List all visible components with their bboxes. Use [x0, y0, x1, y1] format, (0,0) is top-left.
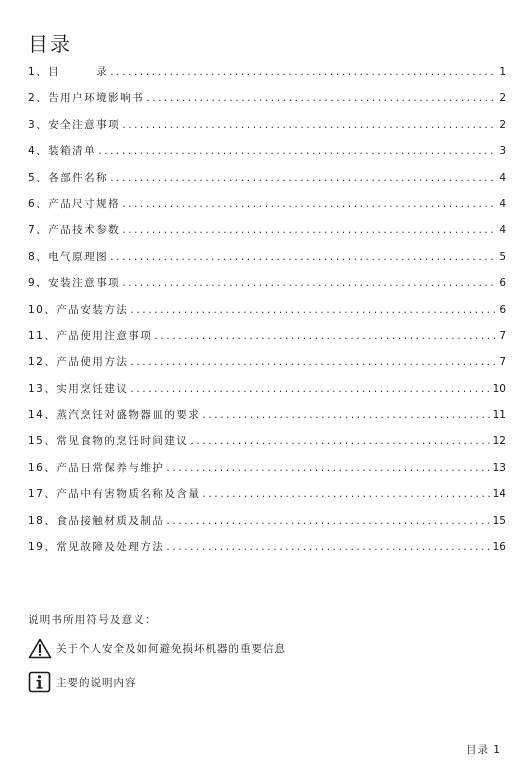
toc-title: 产品使用方法 — [56, 356, 129, 369]
toc-entry-11[interactable] — [28, 328, 506, 354]
toc-title: 安装注意事项 — [48, 277, 121, 290]
toc-entry-13[interactable] — [28, 381, 506, 407]
toc-title: 蒸汽烹饪对盛物器皿的要求 — [56, 409, 201, 422]
toc-leader — [130, 356, 497, 368]
toc-title: 常见食物的烹饪时间建议 — [56, 435, 189, 448]
toc-page-number: 1 — [499, 66, 506, 78]
toc-entry-4[interactable] — [28, 143, 506, 169]
toc-leader — [154, 330, 497, 342]
toc-leader — [122, 198, 497, 210]
warning-triangle-icon — [28, 638, 52, 659]
toc-entry-1[interactable] — [28, 64, 506, 90]
toc-leader — [110, 172, 497, 184]
toc-number: 18、 — [28, 514, 57, 527]
toc-page-number: 5 — [499, 250, 506, 263]
toc-title: 产品技术参数 — [48, 224, 121, 237]
toc-number: 3、 — [28, 118, 49, 131]
toc-page-number: 4 — [499, 197, 506, 210]
toc-entry-9[interactable] — [28, 275, 506, 301]
toc-entry-18[interactable] — [28, 513, 506, 539]
toc-leader — [122, 224, 497, 236]
toc-page-number: 2 — [499, 118, 506, 131]
toc-number: 19、 — [28, 541, 57, 554]
toc-leader — [166, 515, 490, 527]
info-symbol-row — [28, 671, 137, 693]
toc-number: 14、 — [28, 409, 57, 422]
toc-page-number: 7 — [499, 329, 506, 342]
toc-entry-7[interactable] — [28, 222, 506, 248]
toc-page-number: 13 — [492, 461, 506, 474]
toc-number: 4、 — [28, 145, 49, 158]
toc-page-number: 16 — [492, 541, 506, 554]
toc-leader — [146, 92, 497, 104]
toc-number: 5、 — [28, 171, 49, 184]
toc-leader — [130, 383, 490, 395]
toc-number: 8、 — [28, 250, 49, 263]
toc-leader — [166, 541, 490, 553]
toc-entry-10[interactable] — [28, 302, 506, 328]
toc-entry-16[interactable] — [28, 460, 506, 486]
toc-entry-5[interactable] — [28, 170, 506, 196]
toc-page-number: 12 — [492, 435, 506, 448]
toc-title: 装箱清单 — [48, 145, 97, 158]
page-title: 目录 — [28, 32, 72, 56]
toc-number: 2、 — [28, 92, 49, 105]
toc-entry-15[interactable] — [28, 433, 506, 459]
toc-title: 产品中有害物质名称及含量 — [56, 488, 201, 501]
toc-number: 11、 — [28, 329, 57, 342]
toc-entry-14[interactable] — [28, 407, 506, 433]
toc-entry-6[interactable] — [28, 196, 506, 222]
toc-number: 6、 — [28, 197, 49, 210]
toc-title: 食品接触材质及制品 — [56, 514, 165, 527]
toc-number: 13、 — [28, 382, 57, 395]
toc-page-number: 4 — [499, 171, 506, 184]
toc-entry-3[interactable] — [28, 117, 506, 143]
toc-leader — [202, 488, 490, 500]
toc-page-number: 2 — [499, 92, 506, 105]
toc-title: 产品使用注意事项 — [56, 329, 153, 342]
toc-title: 实用烹饪建议 — [56, 382, 129, 395]
toc-title: 告用户环境影响书 — [48, 92, 145, 105]
toc-leader — [122, 277, 497, 289]
toc-entry-19[interactable] — [28, 539, 506, 565]
toc-page-number: 14 — [492, 488, 506, 501]
toc-leader — [202, 409, 490, 421]
toc-title: 常见故障及处理方法 — [56, 541, 165, 554]
toc-title: 目 录 — [48, 66, 109, 78]
toc-page-number: 4 — [499, 224, 506, 237]
toc-title: 电气原理图 — [48, 250, 109, 263]
warning-symbol-row — [28, 638, 286, 659]
symbols-heading: 说明书所用符号及意义： — [28, 614, 157, 626]
toc-title: 安全注意事项 — [48, 118, 121, 131]
toc-page-number: 6 — [499, 303, 506, 316]
toc-entry-2[interactable] — [28, 90, 506, 116]
toc-number: 12、 — [28, 356, 57, 369]
toc-entry-8[interactable] — [28, 249, 506, 275]
toc-entry-12[interactable] — [28, 354, 506, 380]
info-box-icon — [28, 671, 52, 693]
toc-title: 产品尺寸规格 — [48, 197, 121, 210]
toc-number: 15、 — [28, 435, 57, 448]
toc-page-number: 15 — [492, 514, 506, 527]
toc-page-number: 11 — [492, 409, 506, 422]
toc-number: 7、 — [28, 224, 49, 237]
toc-leader — [166, 462, 490, 474]
toc-title: 各部件名称 — [48, 171, 109, 184]
toc-leader — [122, 119, 497, 131]
toc-number: 16、 — [28, 461, 57, 474]
toc-title: 产品日常保养与维护 — [56, 461, 165, 474]
toc-leader — [98, 145, 497, 157]
toc-page-number: 6 — [499, 277, 506, 290]
info-description: 主要的说明内容 — [56, 676, 137, 689]
toc-entry-17[interactable] — [28, 486, 506, 512]
toc-page-number: 3 — [499, 145, 506, 158]
toc-leader — [190, 435, 490, 447]
toc-leader — [130, 304, 497, 316]
toc-title: 产品安装方法 — [56, 303, 129, 316]
toc-page-number: 7 — [499, 356, 506, 369]
toc-number: 17、 — [28, 488, 57, 501]
table-of-contents — [28, 64, 506, 565]
toc-page-number: 10 — [492, 382, 506, 395]
page-footer: 目录 1 — [465, 744, 501, 756]
toc-number: 9、 — [28, 277, 49, 290]
toc-number: 10、 — [28, 303, 57, 316]
toc-leader — [110, 251, 497, 263]
toc-leader — [110, 66, 497, 78]
warning-description: 关于个人安全及如何避免损坏机器的重要信息 — [56, 643, 286, 655]
toc-number: 1、 — [28, 66, 49, 78]
